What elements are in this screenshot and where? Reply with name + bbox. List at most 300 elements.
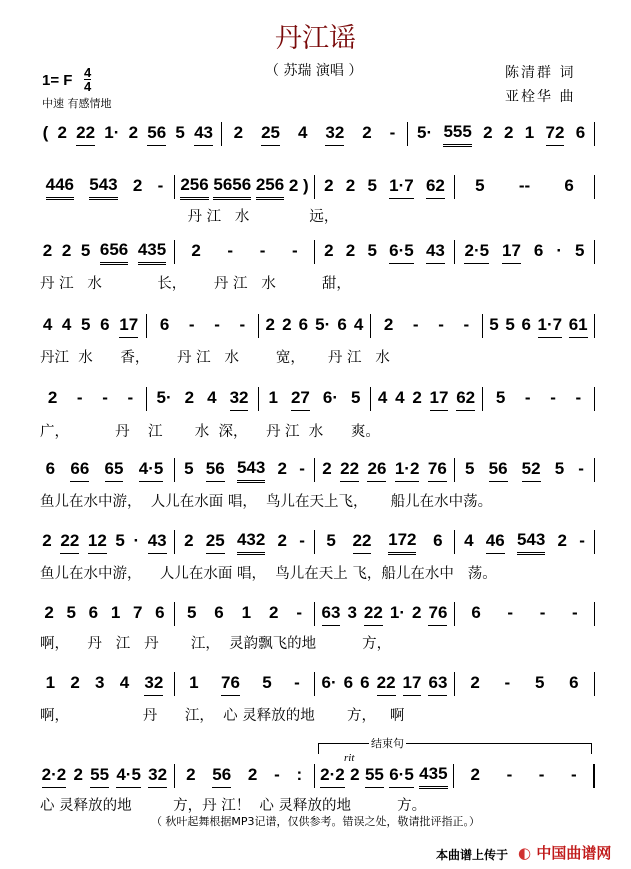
- note-group: 66: [70, 459, 89, 482]
- note-group: 22: [364, 603, 383, 626]
- note-group: 4: [297, 123, 308, 142]
- staff-row: [38, 672, 598, 696]
- lyrics-line: 广， 丹 江 水 深， 丹 江 水 爽。: [40, 424, 380, 440]
- note-group: 56: [212, 765, 231, 788]
- note-group: 5: [262, 673, 272, 692]
- measure: [38, 175, 171, 200]
- note-group: 62: [426, 176, 445, 199]
- note-group: -: [524, 388, 531, 407]
- note-group: 1: [110, 603, 121, 622]
- measure: [38, 123, 218, 146]
- note-group: 6: [564, 176, 574, 195]
- note-group: 2: [186, 765, 196, 784]
- note-group: -: [299, 531, 305, 550]
- lyrics-line: 心 灵释放的地 方，丹 江！ 心 灵释放的地 方。: [40, 798, 427, 814]
- staff-row: [38, 314, 598, 338]
- note-group: 1: [189, 673, 199, 692]
- note-group: 2: [42, 241, 53, 260]
- note-group: 6: [45, 459, 56, 478]
- barline: [454, 672, 455, 696]
- note-group: 6: [471, 603, 481, 622]
- staff-row: [38, 458, 598, 482]
- note-group: 2: [269, 603, 279, 622]
- note-group: 1: [524, 123, 535, 142]
- note-group: 63: [322, 603, 341, 626]
- note-group: 2: [412, 388, 422, 407]
- note-group: 22: [76, 123, 95, 146]
- note-group: 2: [350, 765, 360, 784]
- note-group: ·: [556, 241, 563, 260]
- note-group: 2: [470, 673, 480, 692]
- barline: [454, 175, 455, 199]
- note-group: 5·: [156, 388, 172, 407]
- note-group: 2: [47, 388, 58, 407]
- barline: [314, 175, 315, 199]
- note-group: 22: [377, 673, 396, 696]
- measure: [318, 176, 451, 199]
- measure: [458, 241, 591, 264]
- note-group: 2: [503, 123, 514, 142]
- note-group: 2: [57, 123, 67, 142]
- measure: [38, 459, 171, 482]
- barline: [482, 314, 483, 338]
- site-logo[interactable]: [518, 842, 611, 863]
- note-group: 4: [42, 315, 53, 334]
- ts-top: 4: [84, 65, 92, 80]
- note-group: 5·: [315, 315, 331, 334]
- note-group: 6: [337, 315, 347, 334]
- barline: [370, 314, 371, 338]
- note-group: 1·2: [395, 459, 420, 482]
- note-group: -: [572, 603, 578, 622]
- measure: [374, 315, 479, 337]
- note-group: -: [239, 315, 246, 334]
- note-group: -: [506, 765, 513, 784]
- note-group: 26: [367, 459, 386, 482]
- barline: [454, 458, 455, 482]
- note-group: 1·7: [538, 315, 563, 338]
- note-group: 5: [66, 603, 76, 622]
- note-group: 555: [443, 122, 471, 147]
- note-group: 5656: [213, 175, 251, 200]
- note-group: 2: [345, 176, 356, 195]
- note-group: 76: [221, 673, 240, 696]
- barline: [407, 122, 408, 146]
- note-group: 3: [347, 603, 357, 622]
- note-group: 5: [489, 315, 499, 334]
- ending-bracket: [318, 737, 592, 754]
- note-group: 52: [522, 459, 541, 482]
- note-group: 6: [343, 673, 354, 692]
- note-group: 5: [351, 388, 361, 407]
- measure: [262, 315, 367, 337]
- barline: [258, 314, 259, 338]
- note-group: -: [463, 315, 470, 334]
- note-group: 6: [569, 673, 579, 692]
- note-group: 46: [486, 531, 505, 554]
- note-group: 4: [61, 315, 72, 334]
- note-group: 3: [95, 673, 105, 692]
- measure: [38, 315, 143, 338]
- staff-row: [38, 122, 598, 146]
- note-group: 2: [42, 531, 52, 550]
- logo-text: 中国曲谱网: [536, 844, 612, 862]
- measure: [150, 388, 255, 411]
- note-group: 4: [464, 531, 474, 550]
- staff-row: [38, 387, 598, 411]
- barline: [594, 240, 595, 264]
- note-group: 63: [428, 673, 447, 696]
- note-group: 4: [353, 315, 364, 334]
- barline: [258, 387, 259, 411]
- note-group: 6: [214, 603, 224, 622]
- note-group: 5: [186, 603, 197, 622]
- barline: [174, 602, 175, 626]
- note-group: 6: [155, 603, 165, 622]
- note-group: 5: [505, 315, 515, 334]
- rit-marking: rit: [344, 752, 355, 764]
- barline: [314, 672, 315, 696]
- note-group: 6: [360, 673, 370, 692]
- note-group: 172: [388, 530, 416, 555]
- note-group: 2: [345, 241, 356, 260]
- note-group: -: [188, 315, 195, 334]
- note-group: 2: [362, 123, 372, 142]
- barline: [174, 764, 175, 788]
- note-group: 2: [191, 241, 201, 260]
- lyrics-line: 丹 江 水 长， 丹 江 水 甜，: [40, 276, 351, 292]
- note-group: 22: [340, 459, 359, 482]
- measure: [178, 175, 311, 200]
- note-group: -: [76, 388, 83, 407]
- staff-row: [38, 764, 598, 788]
- note-group: -: [157, 176, 164, 195]
- note-group: 256: [180, 175, 208, 200]
- note-group: -: [438, 315, 444, 334]
- note-group: 2: [44, 603, 54, 622]
- note-group: 2: [73, 765, 83, 784]
- barline: [482, 387, 483, 411]
- note-group: ): [303, 176, 309, 195]
- note-group: 2·5: [464, 241, 489, 264]
- note-group: 5: [475, 176, 485, 195]
- measure: [318, 603, 451, 626]
- note-group: 2: [412, 603, 422, 622]
- barline: [594, 122, 595, 146]
- note-group: 17: [430, 388, 449, 411]
- note-group: 2: [70, 673, 80, 692]
- measure: [458, 176, 591, 198]
- note-group: 55: [365, 765, 384, 788]
- note-group: 5: [367, 241, 377, 260]
- note-group: 256: [256, 175, 284, 200]
- measure: [178, 458, 311, 483]
- note-group: 25: [261, 123, 280, 146]
- note-group: -: [296, 603, 303, 622]
- measure: [458, 459, 591, 482]
- measure: [178, 673, 311, 696]
- barline: [314, 240, 315, 264]
- key-signature: 1= F: [42, 72, 73, 89]
- barline: [594, 672, 595, 696]
- note-group: 2: [483, 123, 493, 142]
- note-group: -: [504, 673, 511, 692]
- note-group: -: [389, 123, 396, 142]
- barline: [594, 458, 595, 482]
- barline: [454, 240, 455, 264]
- note-group: 43: [426, 241, 445, 264]
- song-title: 丹江谣: [275, 23, 356, 54]
- note-group: 5: [81, 315, 91, 334]
- note-group: 2: [247, 765, 258, 784]
- note-group: -: [538, 765, 545, 784]
- note-group: 1·: [104, 123, 120, 142]
- note-group: -: [539, 603, 546, 622]
- barline: [174, 530, 175, 554]
- measure: [411, 122, 591, 147]
- footnote: （ 秋叶起舞根据MP3记谱，仅供参考。错误之处，敬请批评指正。）: [150, 815, 481, 828]
- note-group: -: [294, 673, 300, 692]
- note-group: 43: [148, 531, 167, 554]
- logo-icon: ◐: [518, 844, 532, 862]
- note-group: -: [571, 765, 577, 784]
- singer: （ 苏瑞 演唱 ）: [265, 63, 363, 79]
- measure: [178, 765, 311, 788]
- ts-bottom: 4: [84, 79, 92, 94]
- note-group: 25: [206, 531, 225, 554]
- measure: [458, 673, 591, 695]
- barline: [594, 602, 595, 626]
- staff-row: [38, 530, 598, 554]
- barline: [146, 387, 147, 411]
- note-group: 4: [395, 388, 405, 407]
- note-group: 4·5: [139, 459, 164, 482]
- note-group: 32: [144, 673, 163, 696]
- note-group: 61: [569, 315, 588, 338]
- note-group: 6: [521, 315, 531, 334]
- note-group: 55: [90, 765, 109, 788]
- note-group: 2: [324, 176, 334, 195]
- barline: [174, 175, 175, 199]
- barline: [370, 387, 371, 411]
- note-group: (: [42, 123, 49, 142]
- note-group: -: [550, 388, 556, 407]
- measure: [225, 123, 405, 146]
- measure: [318, 241, 451, 264]
- note-group: 2: [324, 241, 334, 260]
- note-group: 6: [88, 603, 99, 622]
- note-group: 1·7: [389, 176, 414, 199]
- barline: [453, 764, 454, 788]
- note-group: 2: [132, 176, 143, 195]
- note-group: 12: [88, 531, 107, 554]
- note-group: 2·2: [42, 765, 67, 788]
- barline: [146, 314, 147, 338]
- note-group: 56: [489, 459, 508, 482]
- note-group: 435: [138, 240, 166, 265]
- ending-label: 结束句: [371, 737, 404, 750]
- note-group: 543: [517, 530, 545, 555]
- note-group: 62: [456, 388, 475, 411]
- barline: [454, 530, 455, 554]
- note-group: :: [296, 765, 303, 784]
- note-group: 5: [554, 459, 565, 478]
- note-group: -: [507, 603, 514, 622]
- note-group: 5·: [417, 123, 433, 142]
- measure: [262, 388, 367, 411]
- note-group: 5: [326, 531, 336, 550]
- note-group: 7: [132, 603, 143, 622]
- note-group: 2·2: [320, 765, 345, 788]
- note-group: 656: [100, 240, 128, 265]
- measure: [318, 459, 451, 482]
- note-group: 2: [233, 123, 244, 142]
- note-group: 2: [184, 388, 195, 407]
- measure: [318, 673, 451, 696]
- note-group: 6·5: [389, 241, 414, 264]
- note-group: -: [579, 531, 585, 550]
- barline: [594, 387, 595, 411]
- note-group: -: [299, 459, 305, 478]
- note-group: 72: [546, 123, 565, 146]
- note-group: -: [259, 241, 266, 260]
- note-group: 6: [533, 241, 544, 260]
- note-group: 17: [502, 241, 521, 264]
- note-group: ·: [133, 531, 140, 550]
- note-group: -: [412, 315, 419, 334]
- lyrics-line: 鱼儿在水中游， 人儿在水面 唱， 鸟儿在天上飞， 船儿在水中荡。: [40, 494, 493, 510]
- note-group: -: [102, 388, 108, 407]
- note-group: 1: [45, 673, 56, 692]
- note-group: 27: [291, 388, 310, 411]
- measure: [486, 315, 591, 338]
- note-group: 6·5: [389, 765, 414, 788]
- composer: 亚栓华 曲: [505, 89, 576, 105]
- note-group: 2: [288, 176, 299, 195]
- note-group: 5: [534, 673, 545, 692]
- note-group: 2: [184, 531, 194, 550]
- note-group: 1·: [389, 603, 405, 622]
- note-group: 4: [119, 673, 130, 692]
- note-group: 5: [367, 176, 377, 195]
- measure: [318, 530, 451, 555]
- note-group: 6: [159, 315, 170, 334]
- note-group: 1: [241, 603, 252, 622]
- note-group: 65: [105, 459, 124, 482]
- lyrics-line: 鱼儿在水中游， 人儿在水面 唱， 鸟儿在天上 飞，船儿在水中 荡。: [40, 566, 497, 582]
- barline: [593, 764, 595, 788]
- note-group: 32: [325, 123, 344, 146]
- time-signature: [84, 66, 91, 93]
- measure: [38, 531, 171, 554]
- note-group: 4·5: [116, 765, 141, 788]
- staff-row: [38, 602, 598, 626]
- measure: [38, 603, 171, 625]
- note-group: -: [292, 241, 298, 260]
- measure: [458, 530, 591, 555]
- note-group: 5: [80, 241, 91, 260]
- note-group: 2: [128, 123, 139, 142]
- note-group: 435: [419, 764, 447, 789]
- note-group: -: [214, 315, 220, 334]
- measure: [458, 603, 591, 625]
- note-group: 2: [322, 459, 332, 478]
- note-group: 2: [383, 315, 394, 334]
- note-group: 5: [575, 241, 585, 260]
- barline: [594, 530, 595, 554]
- measure: [486, 388, 591, 410]
- lyrics-line: 丹江 水 香， 丹 江 水 宽， 丹 江 水: [40, 350, 390, 366]
- barline: [314, 764, 315, 788]
- note-group: 22: [353, 531, 372, 554]
- tempo-marking: 中速 有感情地: [42, 97, 112, 110]
- note-group: 543: [237, 458, 265, 483]
- lyrics-line: 丹 江 水 远，: [40, 209, 339, 225]
- lyrics-line: 啊， 丹 江 丹 江， 灵韵飘飞的地 方，: [40, 636, 392, 652]
- barline: [314, 530, 315, 554]
- note-group: 2: [282, 315, 292, 334]
- barline: [314, 458, 315, 482]
- note-group: 2: [265, 315, 275, 334]
- barline: [174, 240, 175, 264]
- note-group: 446: [46, 175, 74, 200]
- note-group: 2: [470, 765, 480, 784]
- note-group: 5: [495, 388, 506, 407]
- note-group: -: [274, 765, 280, 784]
- measure: [38, 240, 171, 265]
- note-group: 5: [465, 459, 475, 478]
- staff-row: [38, 175, 598, 199]
- note-group: 56: [206, 459, 225, 482]
- barline: [174, 672, 175, 696]
- measure: [374, 388, 479, 411]
- lyricist: 陈清群 词: [505, 65, 576, 81]
- measure: [38, 765, 171, 788]
- note-group: 432: [237, 530, 265, 555]
- measure: [38, 673, 171, 696]
- note-group: 1: [268, 388, 278, 407]
- barline: [314, 602, 315, 626]
- note-group: 76: [428, 459, 447, 482]
- note-group: -: [575, 388, 582, 407]
- note-group: 56: [147, 123, 166, 146]
- barline: [454, 602, 455, 626]
- note-group: 5: [184, 459, 194, 478]
- note-group: 6: [575, 123, 586, 142]
- note-group: 5: [175, 123, 185, 142]
- barline: [594, 314, 595, 338]
- note-group: 17: [403, 673, 422, 696]
- note-group: 6·: [321, 673, 337, 692]
- barline: [594, 175, 595, 199]
- measure: [457, 765, 590, 787]
- note-group: 6: [298, 315, 309, 334]
- note-group: 32: [230, 388, 249, 411]
- measure: [178, 241, 311, 263]
- note-group: 2: [61, 241, 72, 260]
- note-group: -: [127, 388, 134, 407]
- measure: [150, 315, 255, 337]
- note-group: 5: [115, 531, 125, 550]
- note-group: 6: [433, 531, 443, 550]
- note-group: 2: [277, 459, 287, 478]
- note-group: 43: [194, 123, 213, 146]
- note-group: 17: [119, 315, 138, 338]
- note-group: --: [518, 176, 531, 195]
- barline: [221, 122, 222, 146]
- measure: [318, 764, 451, 789]
- note-group: 22: [60, 531, 79, 554]
